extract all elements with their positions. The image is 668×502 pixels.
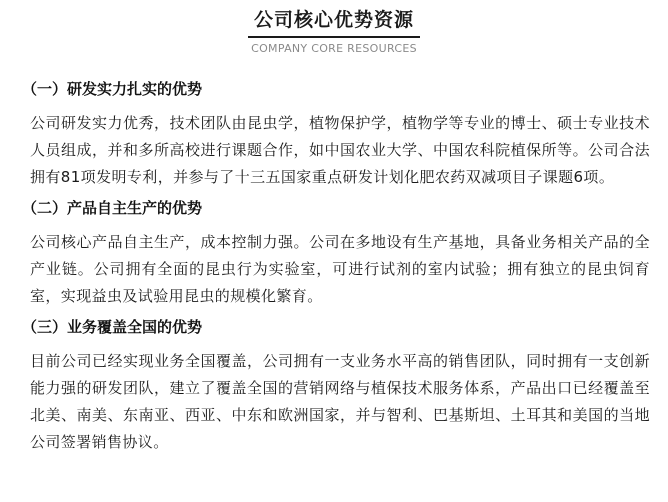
section-rnd	[22, 78, 650, 191]
section-heading: （一）研发实力扎实的优势	[22, 80, 203, 98]
content-area	[22, 78, 650, 462]
section-body: 目前公司已经实现业务全国覆盖，公司拥有一支业务水平高的销售团队，同时拥有一支创新能力强的研发团队，建立了覆盖全国的营销网络与植保技术服务体系，产品出口已经覆盖至北美、南美、东南亚、西亚、中东和欧洲国家，并与智利、巴基斯坦、土耳其和美国的当地公司签署销售协议。	[30, 352, 650, 451]
section-body: 公司研发实力优秀，技术团队由昆虫学，植物保护学，植物学等专业的博士、硕士专业技术人员组成，并和多所高校进行课题合作，如中国农业大学、中国农科院植保所等。公司合法拥有81项发明专利，并参与了十三五国家重点研发计划化肥农药双减项目子课题6项。	[30, 114, 650, 186]
section-heading: （三）业务覆盖全国的优势	[22, 318, 203, 336]
section-body: 公司核心产品自主生产，成本控制力强。公司在多地设有生产基地，具备业务相关产品的全产业链。公司拥有全面的昆虫行为实验室，可进行试剂的室内试验；拥有独立的昆虫饲育室，实现益虫及试验用昆虫的规模化繁育。	[30, 233, 650, 305]
section-coverage	[22, 316, 650, 456]
page-header	[0, 8, 668, 56]
page-subtitle: COMPANY CORE RESOURCES	[251, 42, 417, 55]
page-title: 公司核心优势资源	[248, 8, 420, 38]
section-production	[22, 197, 650, 310]
section-heading: （二）产品自主生产的优势	[22, 199, 203, 217]
